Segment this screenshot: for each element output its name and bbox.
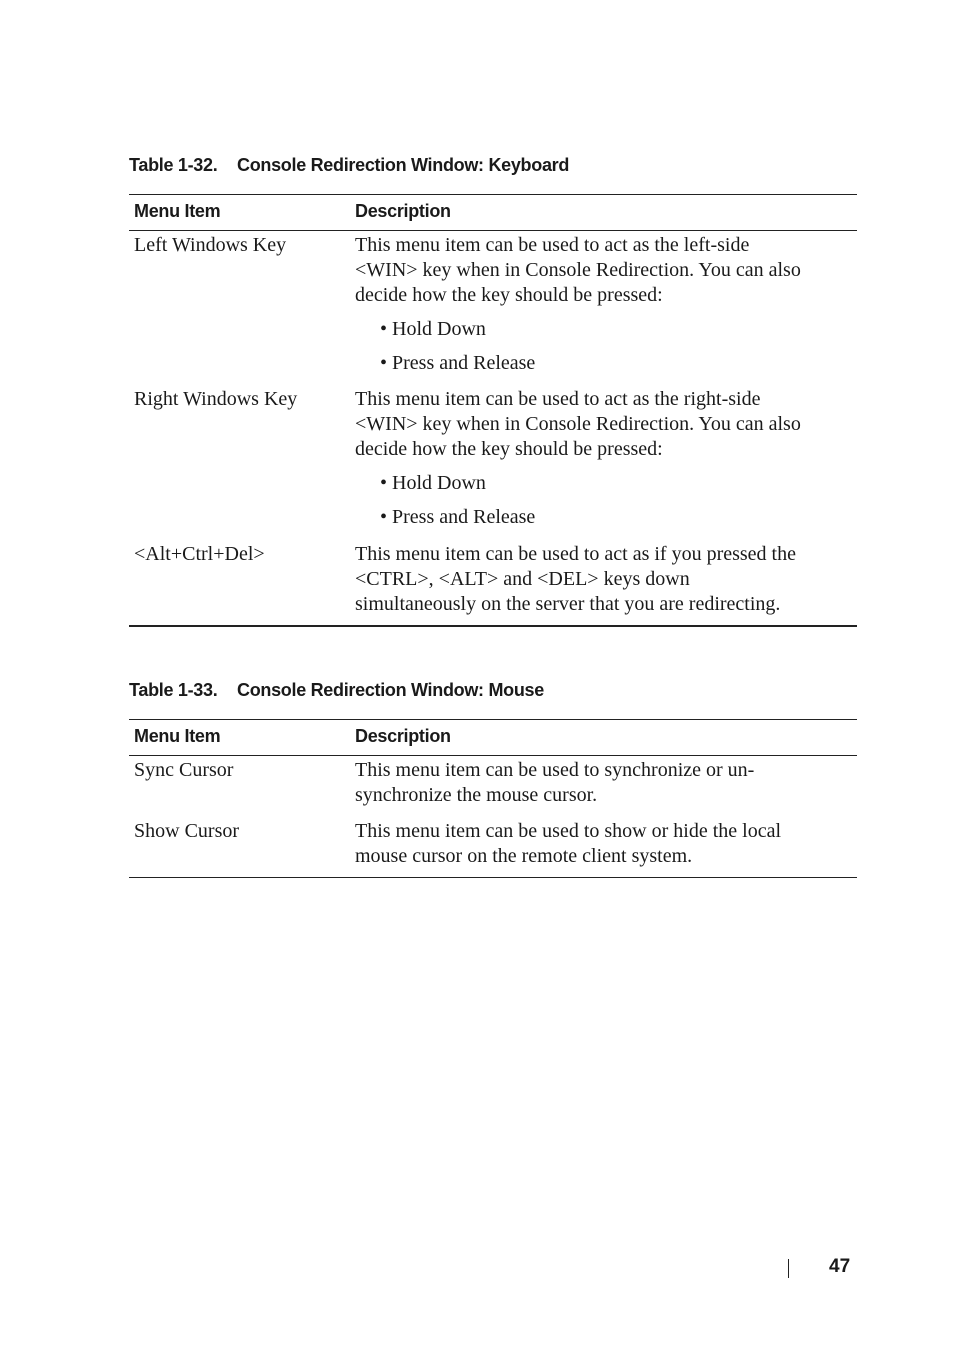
- description-line: simultaneously on the server that you are redirecting.: [355, 593, 781, 615]
- table-bottom-rule: [129, 877, 857, 878]
- table-caption-mouse: [129, 680, 544, 700]
- table-number: Table 1-33.: [129, 680, 218, 700]
- keyboard-table: [129, 194, 857, 615]
- menu-item-cell: Sync Cursor: [134, 759, 234, 781]
- bullet-text: Press and Release: [392, 352, 536, 374]
- description-line: This menu item can be used to act as the right-side: [355, 388, 761, 410]
- description-line: mouse cursor on the remote client system.: [355, 845, 693, 867]
- bullet-item: • Press and Release: [380, 352, 536, 374]
- bullet-text: Hold Down: [392, 472, 486, 494]
- table-title: Console Redirection Window: Mouse: [237, 680, 544, 700]
- description-line: decide how the key should be pressed:: [355, 438, 663, 460]
- menu-item-cell: Right Windows Key: [134, 388, 298, 410]
- page-number: 47: [829, 1256, 851, 1277]
- description-line: This menu item can be used to act as the left-side: [355, 234, 750, 256]
- header-description: Description: [355, 201, 451, 221]
- bullet-text: Hold Down: [392, 318, 486, 340]
- description-line: <CTRL>, <ALT> and <DEL> keys down: [355, 568, 690, 590]
- mouse-table: [129, 719, 857, 867]
- menu-item-cell: Show Cursor: [134, 820, 240, 842]
- header-menu-item: Menu Item: [134, 726, 221, 746]
- header-menu-item: Menu Item: [134, 201, 221, 221]
- table-bottom-rule: [129, 625, 857, 627]
- table-title: Console Redirection Window: Keyboard: [237, 155, 570, 175]
- table-header: [129, 194, 857, 231]
- menu-item-cell: <Alt+Ctrl+Del>: [134, 543, 265, 565]
- menu-item-cell: Left Windows Key: [134, 234, 287, 256]
- table-header: [129, 719, 857, 756]
- description-line: This menu item can be used to act as if you pressed the: [355, 543, 796, 565]
- description-line: synchronize the mouse cursor.: [355, 784, 598, 806]
- header-description: Description: [355, 726, 451, 746]
- description-line: This menu item can be used to synchronize or un-: [355, 759, 755, 781]
- description-line: decide how the key should be pressed:: [355, 284, 663, 306]
- table-number: Table 1-32.: [129, 155, 218, 175]
- bullet-text: Press and Release: [392, 506, 536, 528]
- description-line: <WIN> key when in Console Redirection. You can also: [355, 413, 801, 435]
- bullet-item: • Hold Down: [380, 472, 486, 494]
- footer-divider: [788, 1259, 789, 1278]
- description-line: This menu item can be used to show or hide the local: [355, 820, 782, 842]
- bullet-item: • Hold Down: [380, 318, 486, 340]
- bullet-item: • Press and Release: [380, 506, 536, 528]
- description-line: <WIN> key when in Console Redirection. You can also: [355, 259, 801, 281]
- table-caption-keyboard: [129, 155, 569, 175]
